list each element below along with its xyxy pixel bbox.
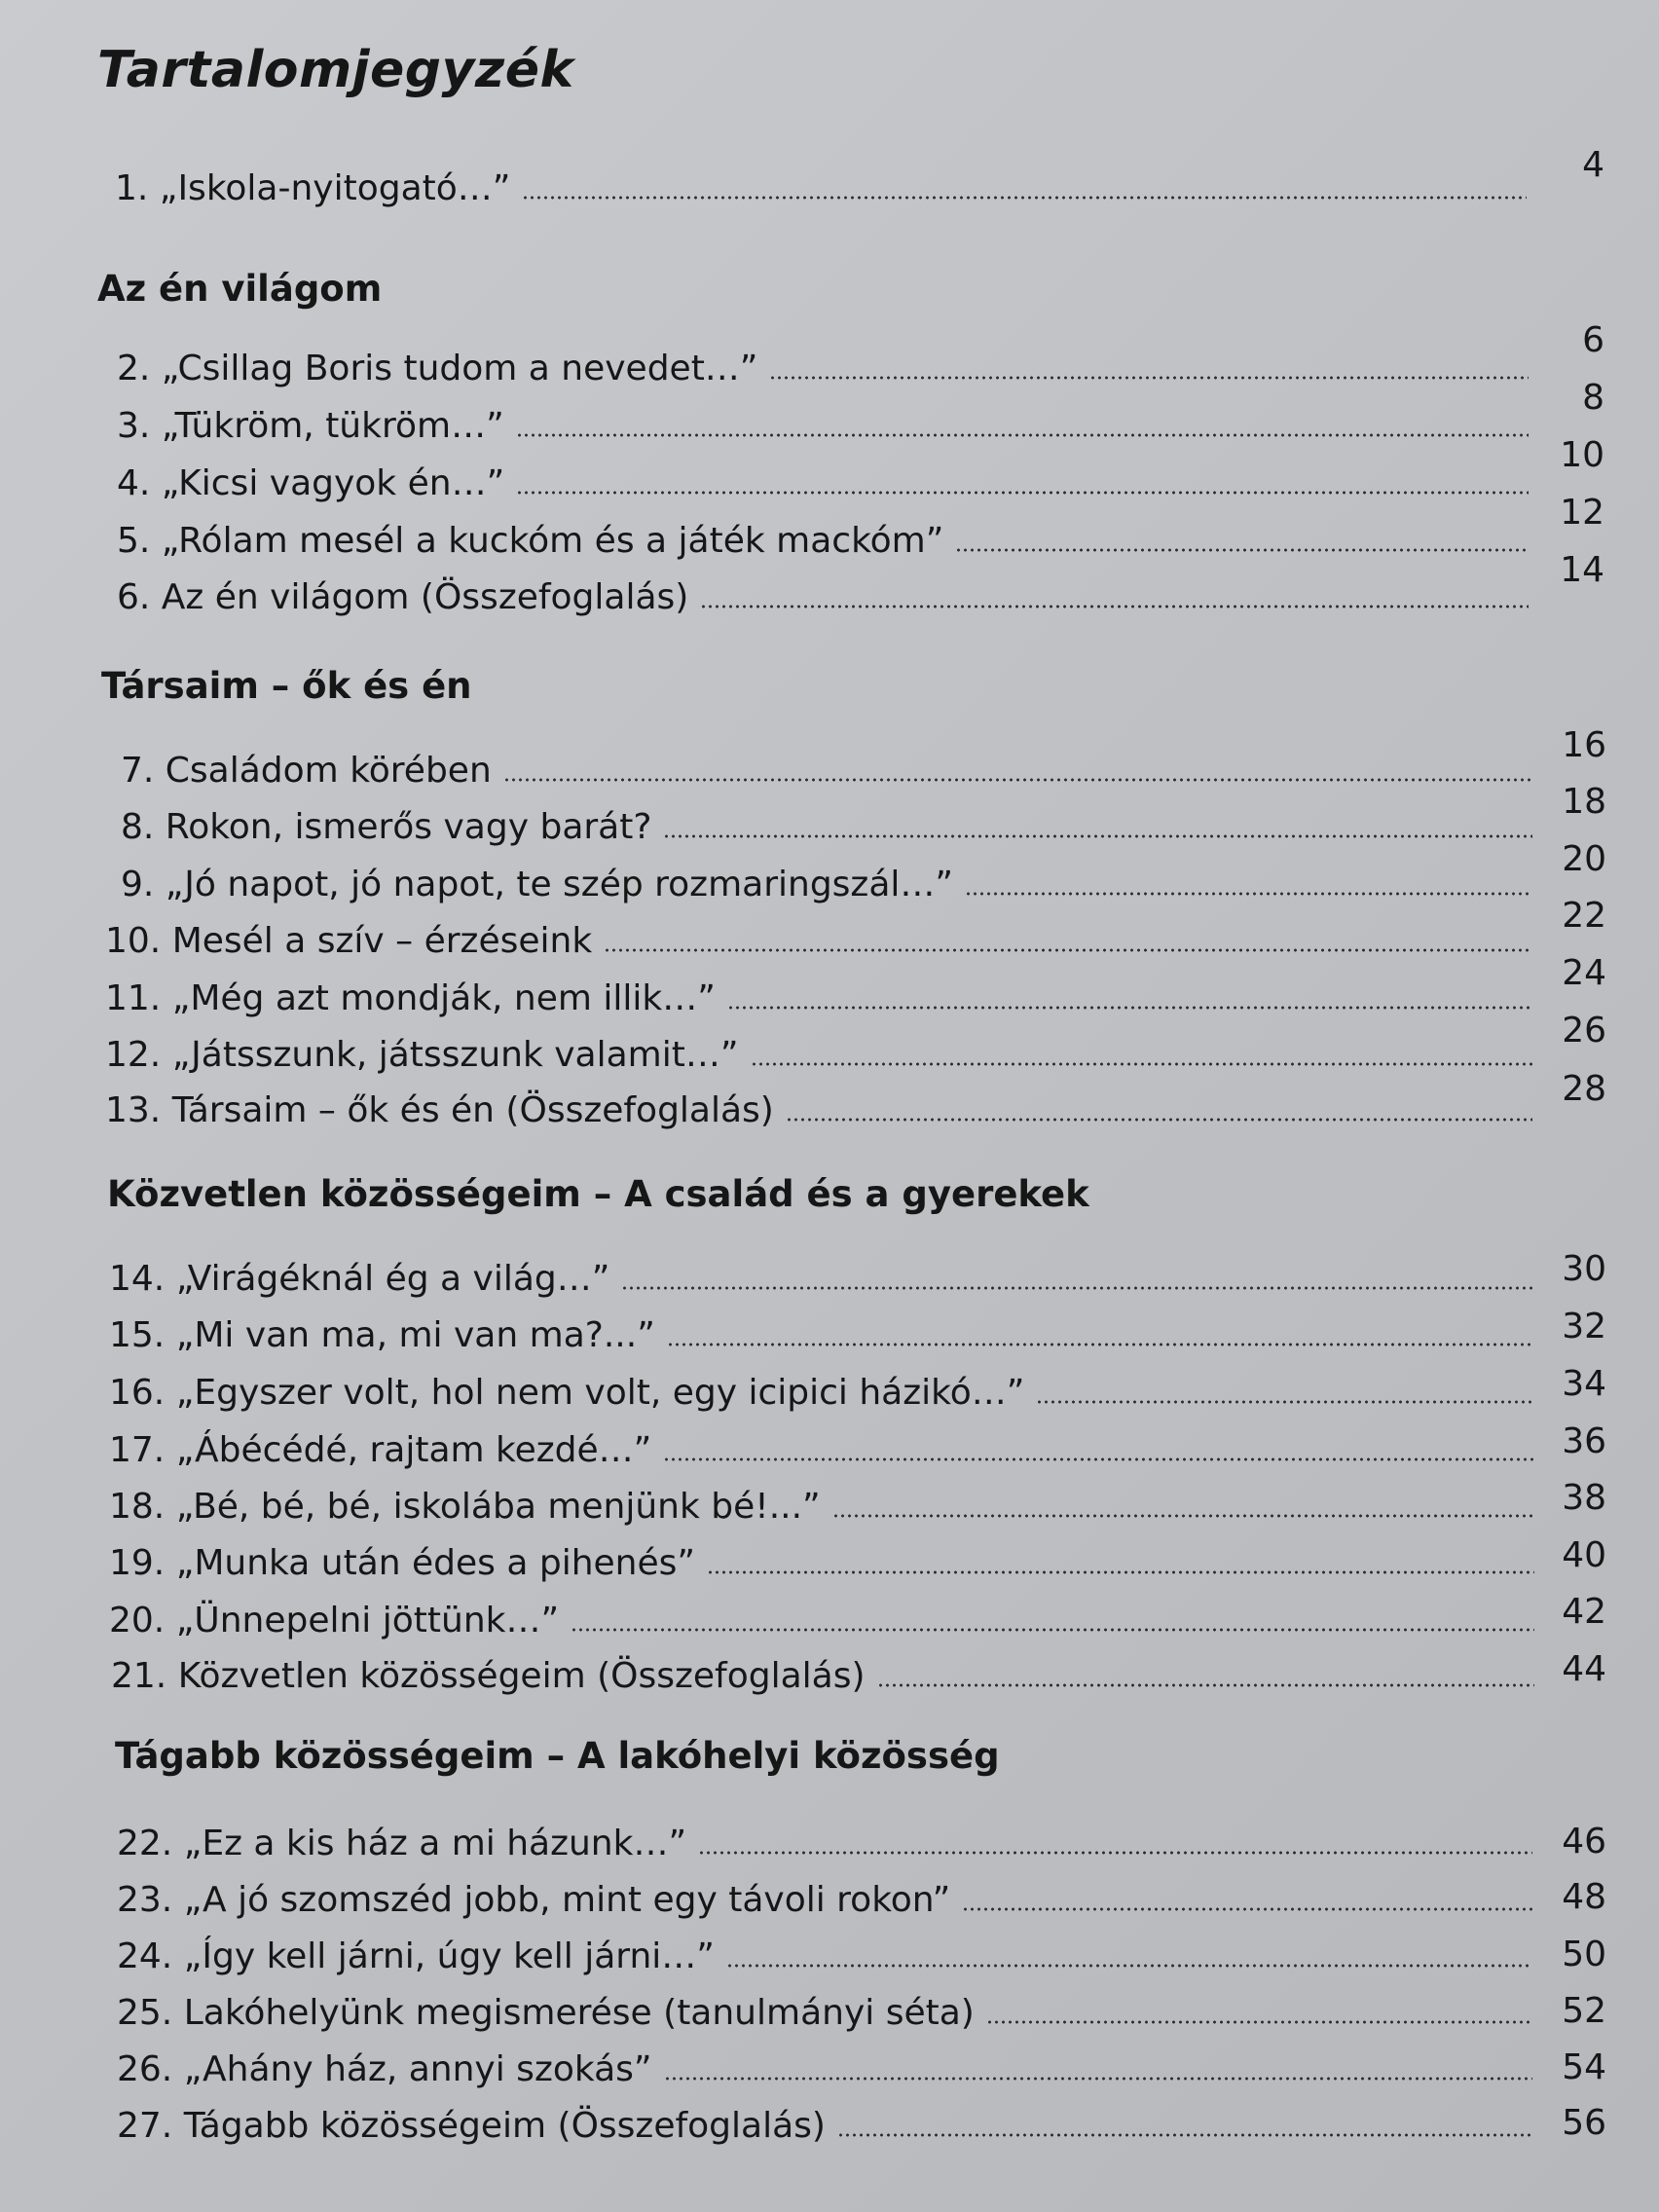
toc-entry-label: 22. „Ez a kis ház a mi házunk…” (117, 1824, 687, 1863)
toc-entry (117, 393, 1529, 444)
toc-entry (117, 1811, 1532, 1862)
toc-entry-label: 5. „Rólam mesél a kuckóm és a játék mackóm” (117, 521, 944, 561)
toc-entry-label: 16. „Egyszer volt, hol nem volt, egy icipici házikó…” (109, 1373, 1025, 1413)
toc-page-number: 6 (1582, 320, 1604, 360)
dot-leader (516, 432, 1529, 438)
dot-leader (727, 1005, 1532, 1011)
toc-entry (117, 565, 1529, 615)
toc-entry (121, 738, 1532, 789)
toc-entry (121, 794, 1532, 845)
toc-page-number: 40 (1562, 1535, 1606, 1575)
toc-entry-label: 25. Lakóhelyünk megismerése (tanulmányi séta) (117, 1993, 975, 2033)
toc-page-number: 4 (1582, 145, 1604, 185)
toc-entry-label: 10. Mesél a szív – érzéseink (105, 921, 593, 961)
dot-leader (751, 1061, 1532, 1067)
toc-entry (117, 1980, 1532, 2031)
toc-entry-label: 19. „Munka után édes a pihenés” (109, 1543, 696, 1583)
toc-page-number: 28 (1562, 1069, 1606, 1109)
toc-entry (117, 1924, 1532, 1974)
toc-page-number: 14 (1560, 550, 1604, 590)
toc-entry (117, 451, 1529, 501)
dot-leader (698, 1850, 1532, 1856)
toc-page-number: 24 (1562, 953, 1606, 993)
dot-leader (621, 1285, 1534, 1291)
toc-page-number: 12 (1560, 493, 1604, 533)
dot-leader (832, 1513, 1534, 1519)
dot-leader (986, 2019, 1532, 2025)
toc-entry-label: 27. Tágabb közösségeim (Összefoglalás) (117, 2106, 826, 2146)
dot-leader (522, 195, 1527, 201)
toc-entry (117, 1867, 1532, 1918)
toc-page-number: 42 (1562, 1592, 1606, 1632)
dot-leader (726, 1963, 1532, 1969)
toc-entry-label: 6. Az én világom (Összefoglalás) (117, 577, 689, 617)
toc-entry (109, 1418, 1534, 1468)
toc-page-number: 26 (1562, 1011, 1606, 1051)
dot-leader (769, 375, 1529, 381)
dot-leader (700, 604, 1529, 609)
toc-page-number: 46 (1562, 1822, 1606, 1862)
dot-leader (837, 2132, 1532, 2138)
toc-entry (105, 1022, 1532, 1073)
toc-entry (109, 1360, 1534, 1411)
toc-page-number: 56 (1562, 2103, 1606, 2143)
section-heading: Az én világom (97, 268, 383, 310)
toc-page-number: 52 (1562, 1991, 1606, 2031)
toc-page-number: 16 (1562, 725, 1606, 765)
toc-entry-label: 13. Társaim – ők és én (Összefoglalás) (105, 1090, 774, 1130)
toc-page-number: 48 (1562, 1877, 1606, 1917)
dot-leader (786, 1117, 1532, 1123)
toc-page-number: 8 (1582, 378, 1604, 418)
section-heading: Társaim – ők és én (101, 665, 472, 707)
dot-leader (1036, 1399, 1534, 1405)
toc-entry (117, 336, 1529, 387)
toc-entry (109, 1246, 1534, 1297)
dot-leader (667, 1342, 1534, 1347)
toc-entry-label: 26. „Ahány ház, annyi szokás” (117, 2049, 652, 2089)
toc-entry-label: 24. „Így kell járni, úgy kell járni…” (117, 1936, 715, 1976)
toc-entry-label: 12. „Játsszunk, játsszunk valamit…” (105, 1035, 739, 1075)
dot-leader (571, 1627, 1534, 1633)
toc-page-number: 10 (1560, 435, 1604, 475)
toc-entry (115, 156, 1527, 206)
toc-page-number: 36 (1562, 1421, 1606, 1461)
toc-entry (105, 1078, 1532, 1128)
toc-page-number: 44 (1562, 1649, 1606, 1689)
dot-leader (707, 1569, 1534, 1575)
toc-entry (121, 852, 1532, 903)
dot-leader (663, 833, 1532, 839)
toc-entry-label: 3. „Tükröm, tükröm…” (117, 406, 504, 446)
toc-entry-label: 17. „Ábécédé, rajtam kezdé…” (109, 1430, 652, 1470)
toc-entry-label: 2. „Csillag Boris tudom a nevedet…” (117, 349, 758, 388)
toc-page-number: 38 (1562, 1478, 1606, 1518)
toc-entry-label: 11. „Még azt mondják, nem illik…” (105, 978, 716, 1018)
dot-leader (663, 1456, 1534, 1462)
dot-leader (965, 891, 1532, 897)
section-heading: Tágabb közösségeim – A lakóhelyi közösség (115, 1735, 1000, 1777)
toc-entry (109, 1588, 1534, 1639)
toc-entry (109, 1303, 1534, 1353)
toc-page-number: 30 (1562, 1249, 1606, 1289)
toc-entry (109, 1530, 1534, 1581)
dot-leader (955, 547, 1529, 553)
toc-page-number: 18 (1562, 782, 1606, 822)
toc-entry (111, 1643, 1534, 1694)
dot-leader (962, 1906, 1532, 1912)
toc-entry-label: 7. Családom körében (121, 751, 492, 791)
toc-page-number: 50 (1562, 1935, 1606, 1974)
toc-entry-label: 1. „Iskola-nyitogató…” (115, 168, 511, 208)
toc-entry-label: 4. „Kicsi vagyok én…” (117, 463, 505, 503)
toc-page-number: 32 (1562, 1307, 1606, 1346)
dot-leader (604, 947, 1532, 953)
toc-entry-label: 15. „Mi van ma, mi van ma?...” (109, 1315, 655, 1355)
dot-leader (877, 1682, 1534, 1688)
toc-entry (117, 508, 1529, 559)
toc-entry (105, 966, 1532, 1016)
toc-entry-label: 14. „Virágéknál ég a világ…” (109, 1259, 610, 1299)
toc-entry (117, 2037, 1532, 2087)
toc-page-number: 34 (1562, 1364, 1606, 1404)
section-heading: Közvetlen közösségeim – A család és a gyerekek (107, 1173, 1089, 1215)
dot-leader (503, 777, 1532, 783)
toc-entry (105, 908, 1532, 959)
toc-entry (109, 1474, 1534, 1525)
toc-page-number: 54 (1562, 2047, 1606, 2087)
dot-leader (664, 2076, 1532, 2082)
toc-entry-label: 18. „Bé, bé, bé, iskolába menjünk bé!...” (109, 1487, 821, 1527)
dot-leader (516, 490, 1529, 496)
page-title: Tartalomjegyzék (97, 41, 574, 99)
toc-entry (117, 2093, 1532, 2144)
toc-page-number: 22 (1562, 896, 1606, 936)
toc-page-number: 20 (1562, 839, 1606, 879)
toc-entry-label: 8. Rokon, ismerős vagy barát? (121, 807, 652, 847)
toc-entry-label: 21. Közvetlen közösségeim (Összefoglalás) (111, 1656, 866, 1696)
toc-entry-label: 20. „Ünnepelni jöttünk…” (109, 1601, 560, 1641)
toc-entry-label: 23. „A jó szomszéd jobb, mint egy távoli rokon” (117, 1880, 951, 1920)
toc-entry-label: 9. „Jó napot, jó napot, te szép rozmaringszál…” (121, 865, 954, 904)
